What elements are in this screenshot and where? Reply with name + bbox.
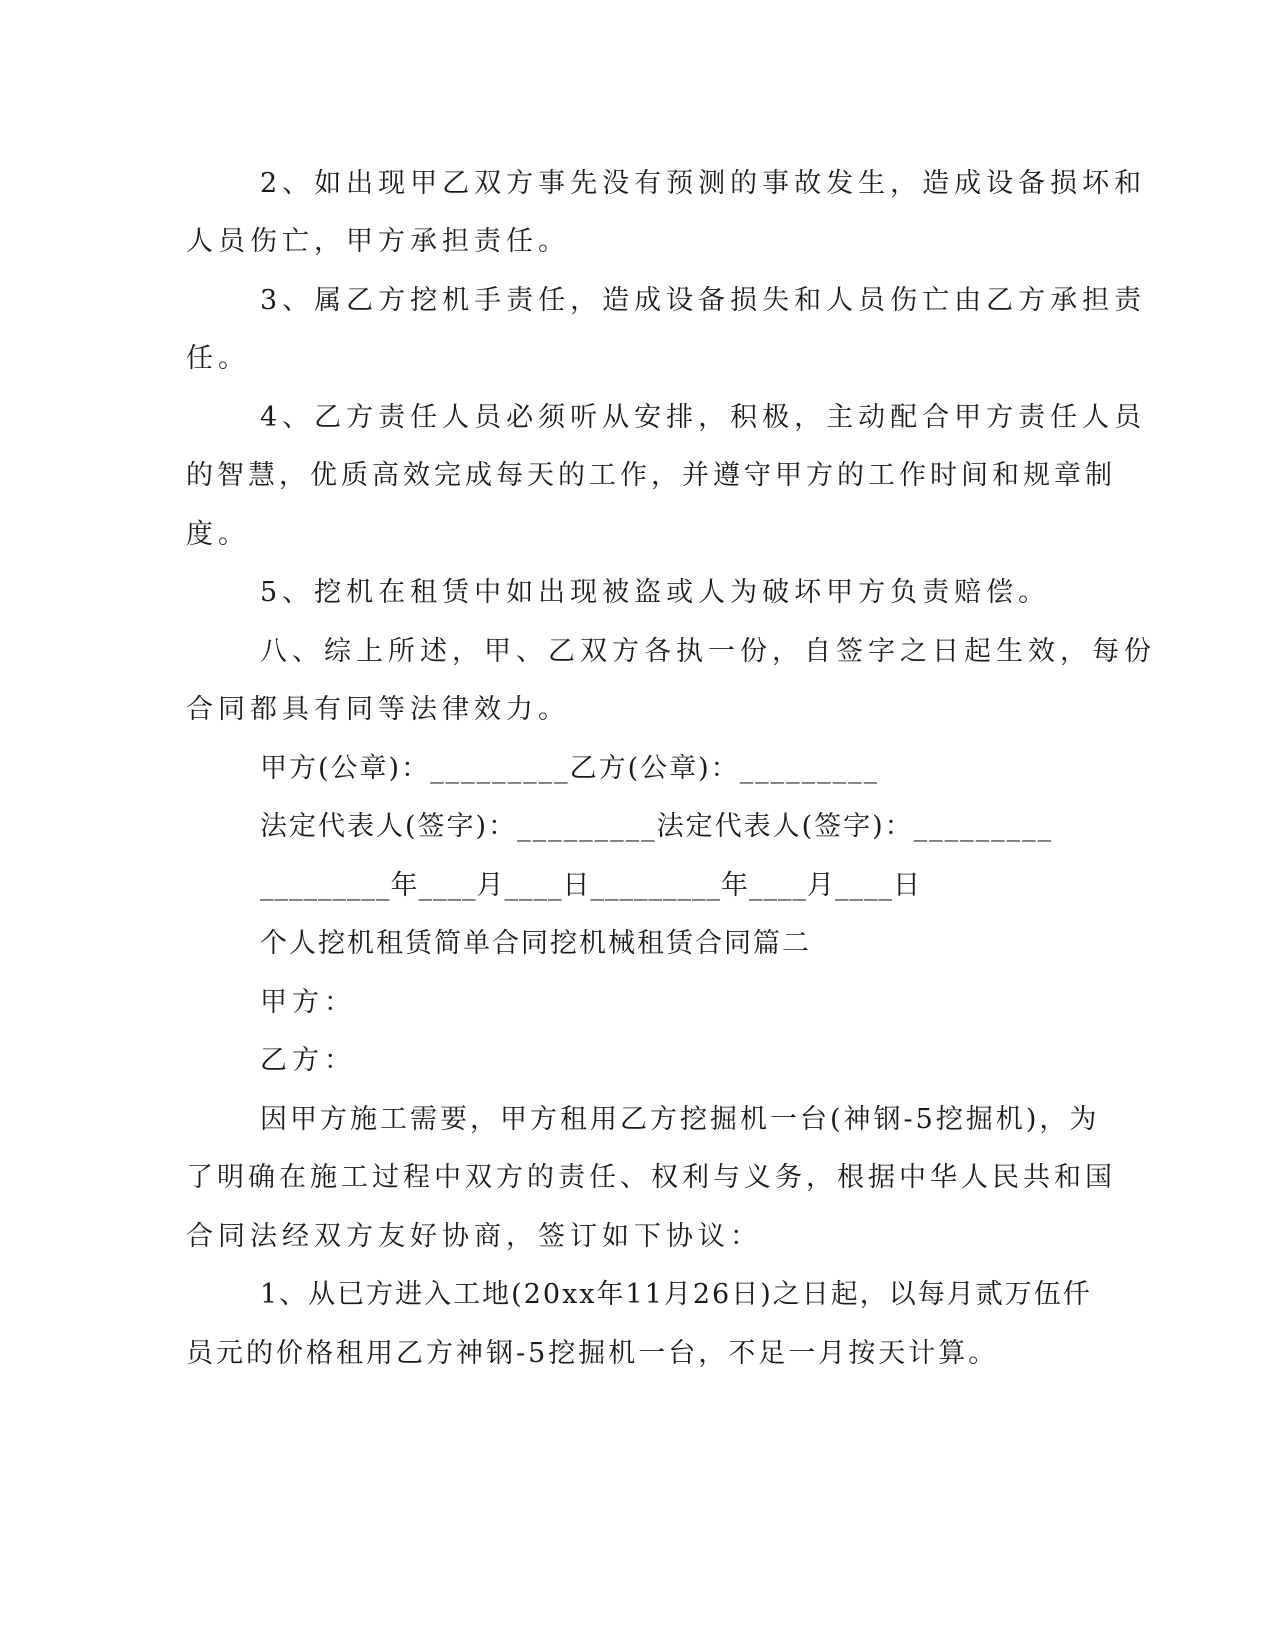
paragraph-line: 合同都具有同等法律效力。 <box>186 694 570 725</box>
paragraph-line: 任。 <box>186 343 250 374</box>
paragraph-line: 员元的价格租用乙方神钢-5挖掘机一台，不足一月按天计算。 <box>186 1338 999 1369</box>
paragraph-line: 的智慧，优质高效完成每天的工作，并遵守甲方的工作时间和规章制 <box>186 460 1116 491</box>
section-title: 个人挖机租赁简单合同挖机械租赁合同篇二 <box>260 928 811 959</box>
signature-line-seal: 甲方(公章)：_________乙方(公章)：_________ <box>260 753 880 784</box>
paragraph-line: 1、从已方进入工地(20xx年11月26日)之日起，以每月贰万伍仟 <box>260 1279 1092 1310</box>
paragraph-line: 人员伤亡，甲方承担责任。 <box>186 226 570 257</box>
paragraph-line: 合同法经双方友好协商，签订如下协议： <box>186 1221 762 1252</box>
paragraph-line: 2、如出现甲乙双方事先没有预测的事故发生，造成设备损坏和 <box>260 168 1147 199</box>
signature-line-representative: 法定代表人(签字)：_________法定代表人(签字)：_________ <box>260 811 1054 842</box>
paragraph-line: 5、挖机在租赁中如出现被盗或人为破坏甲方负责赔偿。 <box>260 577 1051 608</box>
paragraph-line: 4、乙方责任人员必须听从安排，积极，主动配合甲方责任人员 <box>260 402 1147 433</box>
party-b-label: 乙方： <box>260 1045 356 1076</box>
paragraph-line: 八、综上所述，甲、乙双方各执一份，自签字之日起生效，每份 <box>260 636 1156 667</box>
paragraph-line: 度。 <box>186 519 250 550</box>
paragraph-line: 了明确在施工过程中双方的责任、权利与义务，根据中华人民共和国 <box>186 1162 1116 1193</box>
paragraph-line: 因甲方施工需要，甲方租用乙方挖掘机一台(神钢-5挖掘机)，为 <box>260 1104 1100 1135</box>
signature-line-date: _________年____月____日_________年____月____日 <box>260 870 921 901</box>
party-a-label: 甲方： <box>260 987 356 1018</box>
paragraph-line: 3、属乙方挖机手责任，造成设备损失和人员伤亡由乙方承担责 <box>260 285 1147 316</box>
